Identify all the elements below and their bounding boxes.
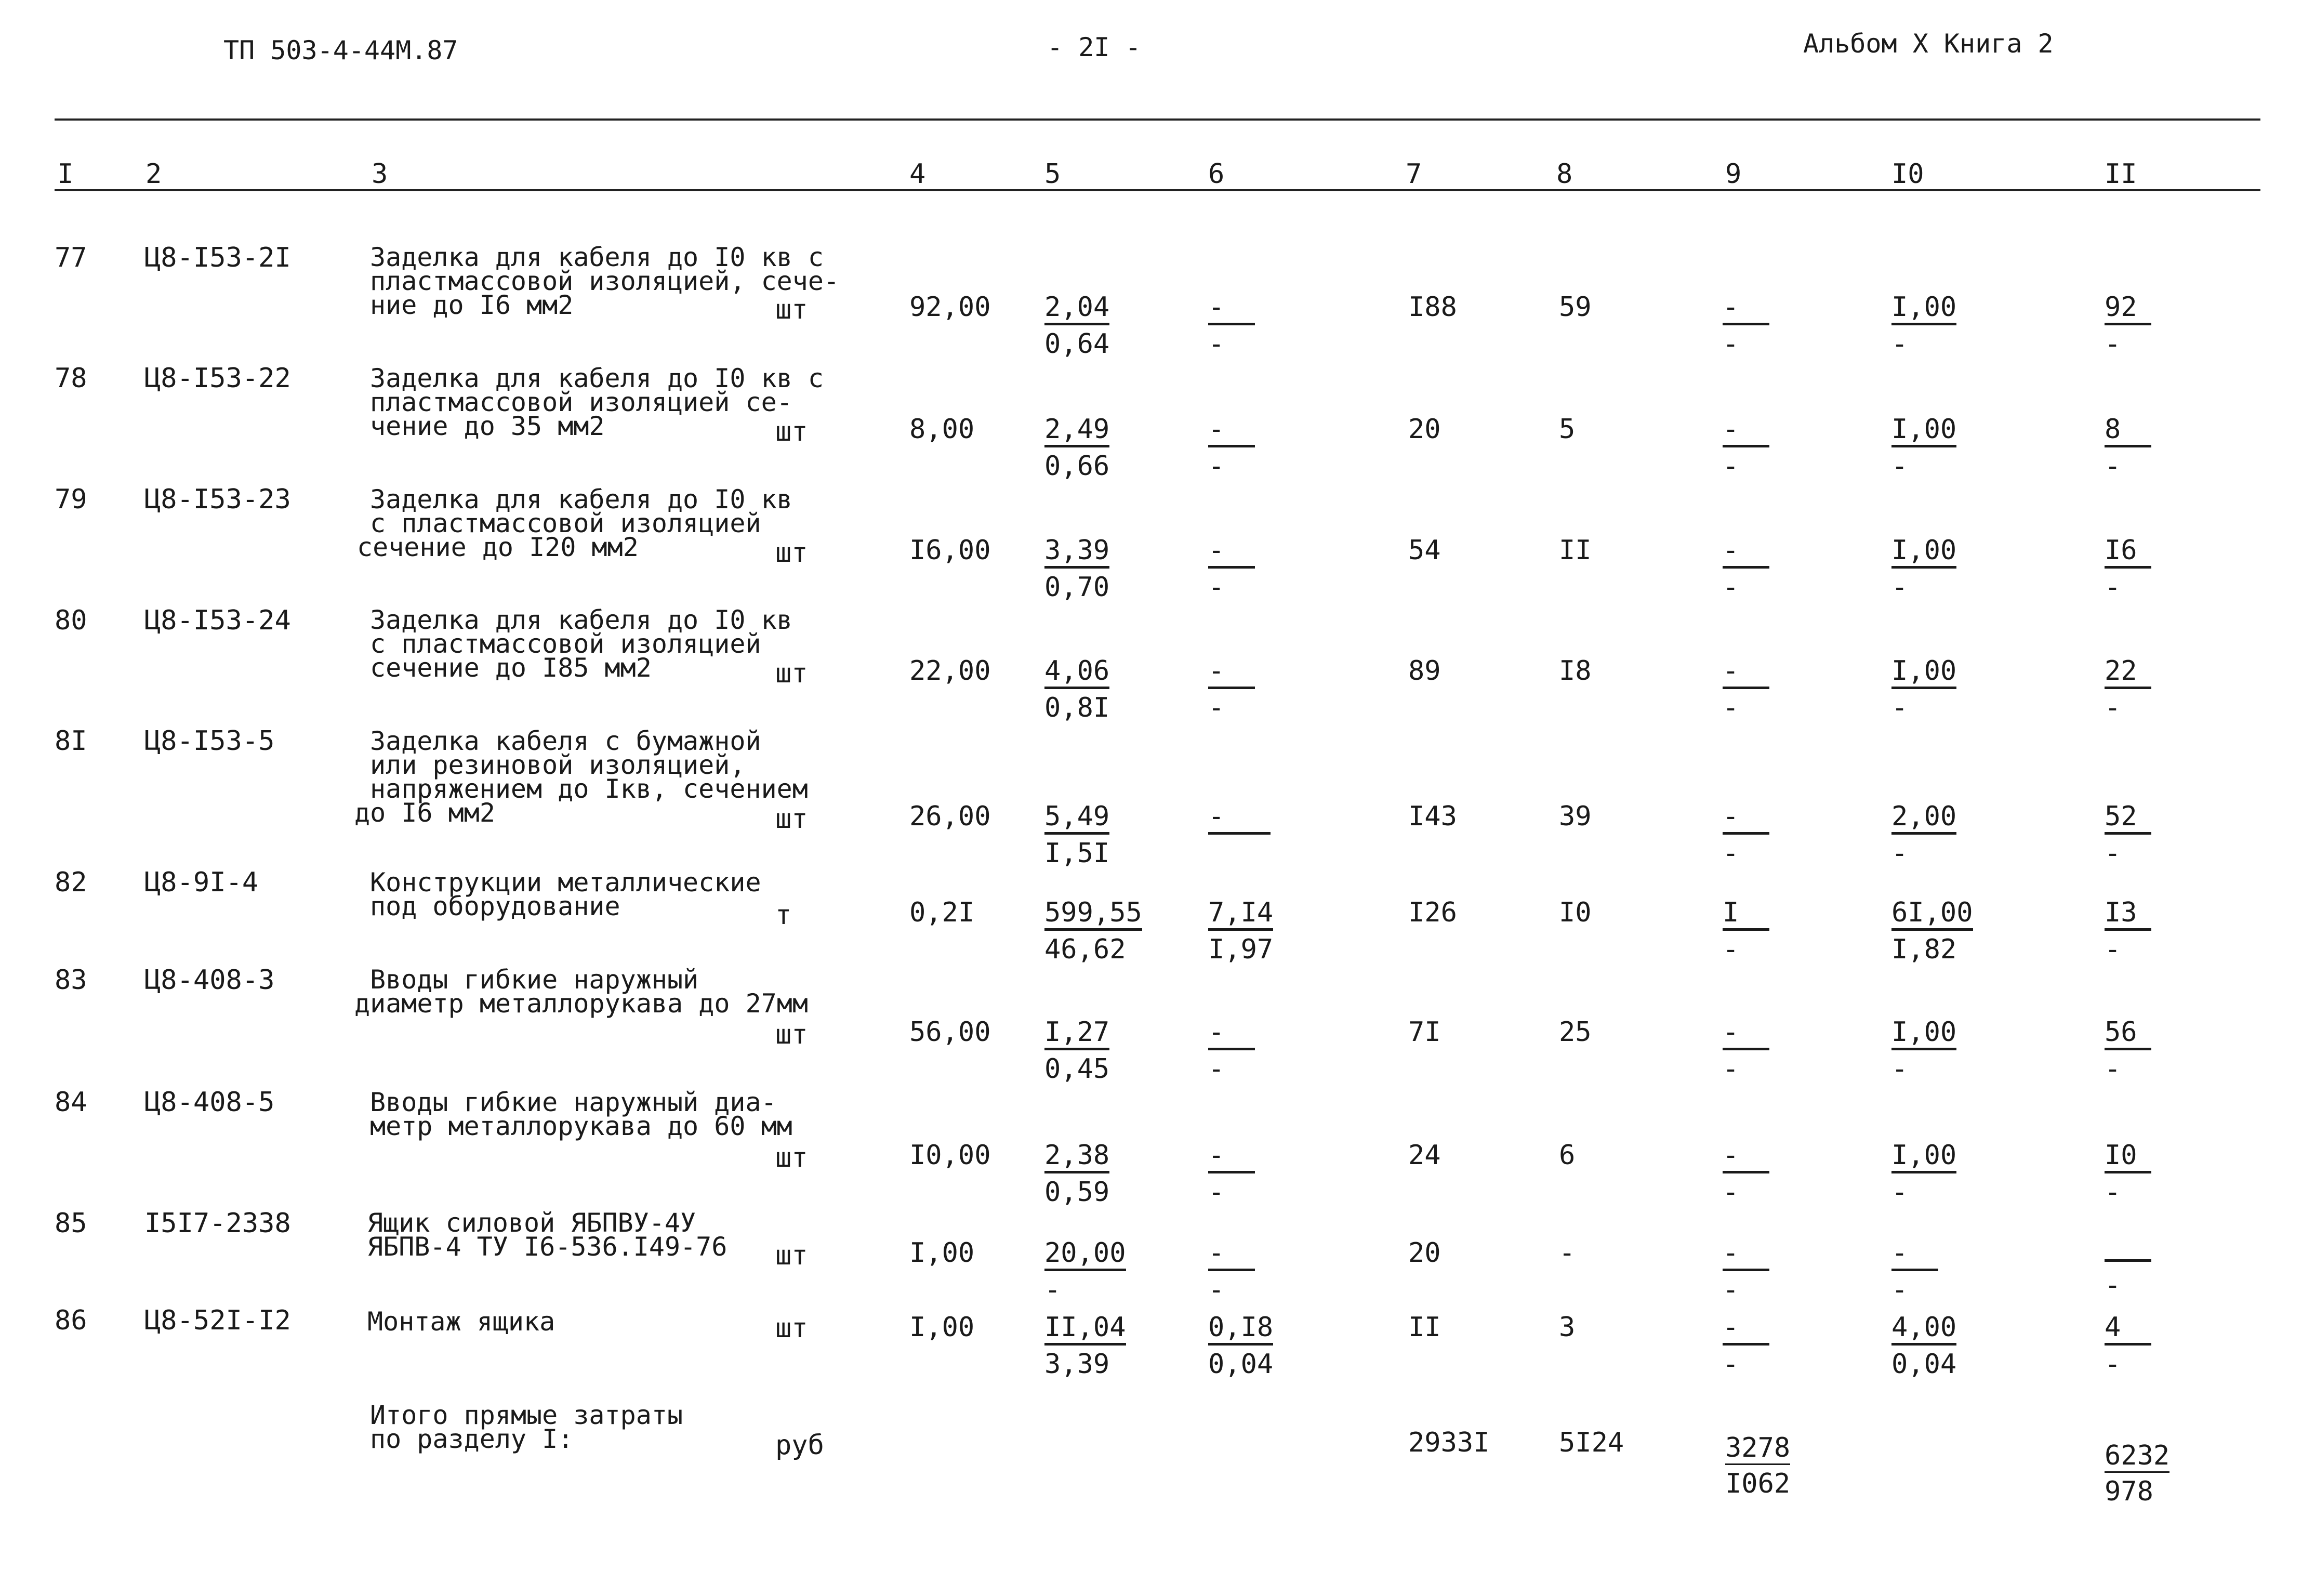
- row-col5: $\frac{II,04}{3,39}$: [1044, 1312, 1126, 1380]
- row-col11: -: [2105, 1239, 2151, 1299]
- row-col5: 20,00 -: [1044, 1237, 1126, 1305]
- row-col6: - -: [1208, 416, 1255, 480]
- row-col6: -: [1208, 803, 1271, 840]
- row-col7: 20: [1408, 1237, 1441, 1269]
- row-col9: - -: [1723, 416, 1769, 480]
- doc-code: ТП 503-4-44М.87: [223, 35, 458, 65]
- row-code: Ц8-I53-22: [144, 363, 291, 394]
- row-col8: 59: [1559, 292, 1592, 323]
- row-description: Вводы гибкие наружный диаметр металлорукава до 27мм: [354, 965, 808, 1019]
- row-col11: 52 -: [2105, 803, 2151, 867]
- row-col6: - -: [1208, 294, 1255, 358]
- total-col9: $\frac{3278}{I062}$: [1725, 1432, 1791, 1499]
- row-unit: шт: [775, 1313, 808, 1344]
- row-description: Ящик силовой ЯБПВУ-4У ЯБПВ-4 ТУ I6-536.I49-76: [367, 1208, 727, 1262]
- row-col6: - -: [1208, 657, 1255, 721]
- row-col5: $\frac{I,27}{0,45}$: [1044, 1017, 1110, 1085]
- row-description: Заделка для кабеля до I0 кв с пластмассовой изоляцией сечение до I20 мм2: [357, 484, 792, 562]
- row-col9: - -: [1723, 657, 1769, 721]
- total-col11: $\frac{6232}{978}$: [2105, 1440, 2170, 1507]
- row-col8: 39: [1559, 801, 1592, 832]
- row-col11: 22 -: [2105, 657, 2151, 721]
- row-col11: 56 -: [2105, 1019, 2151, 1083]
- row-unit: шт: [775, 1142, 808, 1173]
- row-col8: 6: [1559, 1140, 1576, 1171]
- row-quantity: 92,00: [909, 292, 991, 323]
- header-top-rule: [55, 118, 2260, 121]
- row-col5: $\frac{5,49}{I,5I}$: [1044, 801, 1110, 869]
- row-number: 79: [55, 484, 87, 515]
- column-header: 5: [1044, 159, 1061, 190]
- row-col9: I -: [1723, 899, 1769, 963]
- row-code: I5I7-2338: [144, 1208, 291, 1239]
- row-number: 85: [55, 1208, 87, 1239]
- row-col8: I0: [1559, 897, 1592, 928]
- row-description: Вводы гибкие наружный диа- метр металлорукава до 60 мм: [370, 1087, 792, 1141]
- row-col10: I,00 -: [1891, 292, 1957, 360]
- row-code: Ц8-408-5: [144, 1087, 275, 1118]
- row-col6: - -: [1208, 537, 1255, 601]
- row-code: Ц8-I53-5: [144, 726, 275, 757]
- row-col9: - -: [1723, 294, 1769, 358]
- row-col10: $\frac{6I,00}{I,82}$: [1891, 897, 1973, 965]
- column-header: I0: [1891, 159, 1924, 190]
- row-col5: $\frac{2,04}{0,64}$: [1044, 292, 1110, 360]
- row-col7: II: [1408, 1312, 1441, 1343]
- row-code: Ц8-408-3: [144, 965, 275, 996]
- row-unit: шт: [775, 537, 808, 569]
- row-number: 8I: [55, 726, 87, 757]
- album-label: Альбом X Книга 2: [1803, 29, 2054, 59]
- row-col6: - -: [1208, 1019, 1255, 1083]
- row-number: 83: [55, 965, 87, 996]
- row-number: 84: [55, 1087, 87, 1118]
- row-col7: I26: [1408, 897, 1457, 928]
- row-unit: шт: [775, 803, 808, 835]
- row-code: Ц8-I53-2I: [144, 242, 291, 273]
- column-header: 2: [145, 159, 162, 190]
- row-description: Конструкции металлические под оборудование: [370, 867, 761, 921]
- row-col5: $\frac{2,49}{0,66}$: [1044, 414, 1110, 482]
- row-col9: - -: [1723, 803, 1769, 867]
- row-col11: I3 -: [2105, 899, 2151, 963]
- row-col10: I,00 -: [1891, 535, 1957, 603]
- row-unit: шт: [775, 416, 808, 447]
- row-col8: 25: [1559, 1017, 1592, 1048]
- row-col7: 54: [1408, 535, 1441, 566]
- column-header: 7: [1406, 159, 1422, 190]
- row-number: 77: [55, 242, 87, 273]
- row-col7: 24: [1408, 1140, 1441, 1171]
- row-col5: $\frac{3,39}{0,70}$: [1044, 535, 1110, 603]
- row-col11: 92 -: [2105, 294, 2151, 358]
- row-col8: 3: [1559, 1312, 1576, 1343]
- row-col9: - -: [1723, 537, 1769, 601]
- total-col8: 5I24: [1559, 1427, 1624, 1458]
- row-code: Ц8-9I-4: [144, 867, 259, 898]
- row-col10: I,00 -: [1891, 414, 1957, 482]
- row-col11: I6 -: [2105, 537, 2151, 601]
- row-col10: I,00 -: [1891, 1140, 1957, 1208]
- row-description: Заделка для кабеля до I0 кв с пластмассовой изоляцией се- чение до 35 мм2: [370, 363, 824, 441]
- column-header: 4: [909, 159, 926, 190]
- row-number: 78: [55, 363, 87, 394]
- row-col11: 4 -: [2105, 1314, 2151, 1378]
- row-description: Заделка кабеля с бумажной или резиновой изоляцией, напряжением до Iкв, сечением до I6 мм2: [354, 726, 808, 828]
- column-header: 6: [1208, 159, 1225, 190]
- row-col9: - -: [1723, 1019, 1769, 1083]
- row-col6: - -: [1208, 1239, 1255, 1303]
- column-header: 9: [1725, 159, 1742, 190]
- row-quantity: I6,00: [909, 535, 991, 566]
- row-quantity: I,00: [909, 1312, 975, 1343]
- row-quantity: 56,00: [909, 1017, 991, 1048]
- row-unit: т: [775, 900, 792, 931]
- row-code: Ц8-I53-24: [144, 605, 291, 636]
- row-quantity: 22,00: [909, 655, 991, 687]
- row-col9: - -: [1723, 1314, 1769, 1378]
- row-description: Заделка для кабеля до I0 кв с пластмассовой изоляцией, сече- ние до I6 мм2: [370, 242, 840, 320]
- row-description: Заделка для кабеля до I0 кв с пластмассовой изоляцией сечение до I85 мм2: [370, 605, 792, 683]
- row-col5: $\frac{4,06}{0,8I}$: [1044, 655, 1110, 723]
- row-col5: $\frac{599,55}{46,62}$: [1044, 897, 1142, 965]
- row-quantity: I,00: [909, 1237, 975, 1269]
- column-header: 3: [372, 159, 388, 190]
- row-quantity: 8,00: [909, 414, 975, 445]
- row-col10: - -: [1891, 1239, 1938, 1303]
- total-col7: 2933I: [1408, 1427, 1490, 1458]
- total-label: Итого прямые затраты по разделу I:: [370, 1400, 683, 1454]
- column-header: 8: [1556, 159, 1573, 190]
- row-col11: 8 -: [2105, 416, 2151, 480]
- row-number: 82: [55, 867, 87, 898]
- row-code: Ц8-52I-I2: [144, 1305, 291, 1336]
- row-col6: $\frac{0,I8}{0,04}$: [1208, 1312, 1274, 1380]
- column-header: I: [57, 159, 74, 190]
- row-col10: 2,00 -: [1891, 801, 1957, 869]
- row-col6: - -: [1208, 1142, 1255, 1206]
- row-quantity: I0,00: [909, 1140, 991, 1171]
- row-col11: I0 -: [2105, 1142, 2151, 1206]
- row-code: Ц8-I53-23: [144, 484, 291, 515]
- row-col9: - -: [1723, 1142, 1769, 1206]
- row-unit: шт: [775, 658, 808, 689]
- page-number: - 2I -: [1047, 32, 1141, 62]
- row-col7: I88: [1408, 292, 1457, 323]
- row-col8: II: [1559, 535, 1592, 566]
- row-col10: I,00 -: [1891, 655, 1957, 723]
- row-col9: - -: [1723, 1239, 1769, 1303]
- row-quantity: 26,00: [909, 801, 991, 832]
- column-header: II: [2105, 159, 2137, 190]
- row-number: 86: [55, 1305, 87, 1336]
- row-unit: шт: [775, 1019, 808, 1050]
- row-col7: 20: [1408, 414, 1441, 445]
- row-col10: I,00 -: [1891, 1017, 1957, 1085]
- row-col6: $\frac{7,I4}{I,97}$: [1208, 897, 1274, 965]
- row-description: Монтаж ящика: [367, 1307, 555, 1337]
- row-quantity: 0,2I: [909, 897, 975, 928]
- row-col10: $\frac{4,00}{0,04}$: [1891, 1312, 1957, 1380]
- row-col5: $\frac{2,38}{0,59}$: [1044, 1140, 1110, 1208]
- row-col7: 7I: [1408, 1017, 1441, 1048]
- row-col7: I43: [1408, 801, 1457, 832]
- total-unit: руб: [775, 1430, 824, 1461]
- row-col7: 89: [1408, 655, 1441, 687]
- row-number: 80: [55, 605, 87, 636]
- row-col8: 5: [1559, 414, 1576, 445]
- row-unit: шт: [775, 1240, 808, 1271]
- row-col8: I8: [1559, 655, 1592, 687]
- row-col8: -: [1559, 1237, 1576, 1269]
- row-unit: шт: [775, 294, 808, 325]
